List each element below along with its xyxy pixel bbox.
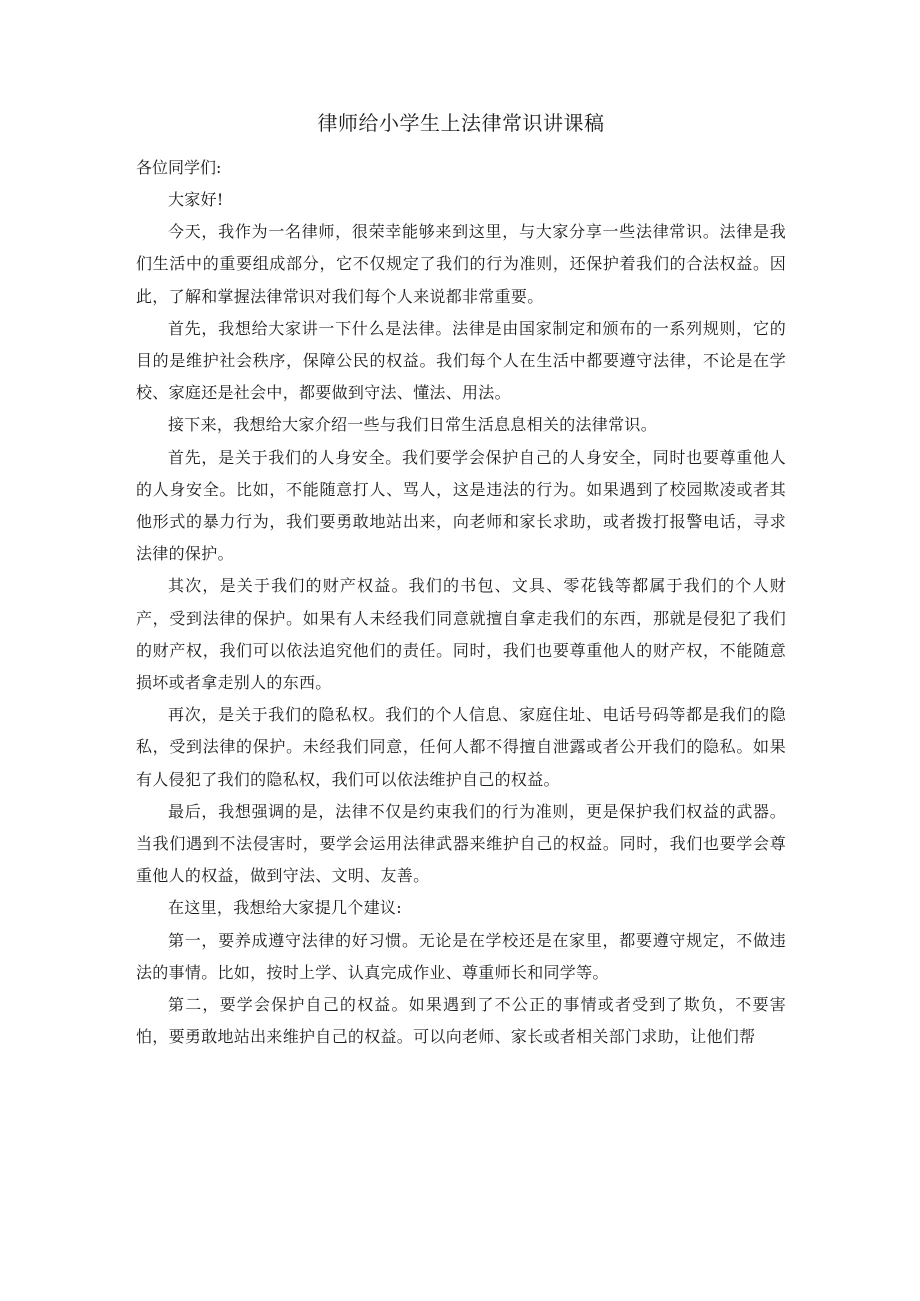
paragraph-suggestion-one: 第一，要养成遵守法律的好习惯。无论是在学校还是在家里，都要遵守规定，不做违法的事情。比如，按时上学、认真完成作业、尊重师长和同学等。 bbox=[136, 930, 786, 982]
paragraph-property-rights: 其次，是关于我们的财产权益。我们的书包、文具、零花钱等都属于我们的个人财产，受到法律的保护。如果有人未经我们同意就擅自拿走我们的东西，那就是侵犯了我们的财产权，我们可以依法追究他们的责任。同时，我们也要尊重他人的财产权，不能随意损坏或者拿走别人的东西。 bbox=[136, 576, 786, 693]
paragraph-transition: 接下来，我想给大家介绍一些与我们日常生活息息相关的法律常识。 bbox=[168, 415, 658, 435]
paragraph-what-is-law: 首先，我想给大家讲一下什么是法律。法律是由国家制定和颁布的一系列规则，它的目的是维护社会秩序，保障公民的权益。我们每个人在生活中都要遵守法律，不论是在学校、家庭还是社会中，都要做到守法、懂法、用法。 bbox=[136, 318, 786, 403]
paragraph-suggestion-two: 第二，要学会保护自己的权益。如果遇到了不公正的事情或者受到了欺负，不要害怕，要勇敢地站出来维护自己的权益。可以向老师、家长或者相关部门求助，让他们帮 bbox=[136, 995, 786, 1047]
paragraph-introduction: 今天，我作为一名律师，很荣幸能够来到这里，与大家分享一些法律常识。法律是我们生活中的重要组成部分，它不仅规定了我们的行为准则，还保护着我们的合法权益。因此，了解和掌握法律常识对我们每个人来说都非常重要。 bbox=[136, 222, 786, 306]
document-title: 律师给小学生上法律常识讲课稿 bbox=[317, 111, 605, 135]
paragraph-law-as-weapon: 最后，我想强调的是，法律不仅是约束我们的行为准则，更是保护我们权益的武器。当我们遇到不法侵害时，要学会运用法律武器来维护自己的权益。同时，我们也要学会尊重他人的权益，做到守法、文明、友善。 bbox=[136, 801, 786, 886]
salutation: 各位同学们: bbox=[136, 158, 222, 177]
paragraph-privacy-rights: 再次，是关于我们的隐私权。我们的个人信息、家庭住址、电话号码等都是我们的隐私，受到法律的保护。未经我们同意，任何人都不得擅自泄露或者公开我们的隐私。如果有人侵犯了我们的隐私权，我们可以依法维护自己的权益。 bbox=[136, 705, 786, 789]
paragraph-suggestions-intro: 在这里，我想给大家提几个建议: bbox=[168, 898, 402, 918]
paragraph-personal-safety: 首先，是关于我们的人身安全。我们要学会保护自己的人身安全，同时也要尊重他人的人身安全。比如，不能随意打人、骂人，这是违法的行为。如果遇到了校园欺凌或者其他形式的暴力行为，我们要勇敢地站出来，向老师和家长求助，或者拨打报警电话，寻求法律的保护。 bbox=[136, 447, 786, 564]
paragraph-greeting: 大家好! bbox=[168, 190, 224, 209]
